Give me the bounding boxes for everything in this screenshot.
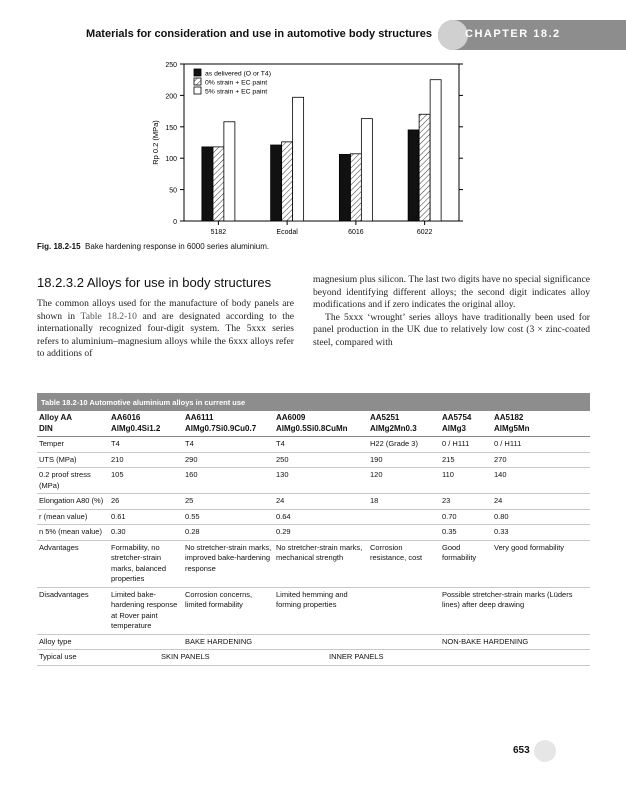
table-cell: Limited hemming and forming properties <box>274 587 368 634</box>
header-cell: AA5182 AlMg5Mn <box>492 411 590 437</box>
y-tick-label: 200 <box>165 93 177 101</box>
table-row-alloy-type <box>37 634 590 650</box>
table-cell: Corrosion resistance, cost <box>368 540 440 587</box>
header-cell: AA6111 AlMg0.7Si0.9Cu0.7 <box>183 411 274 437</box>
table-cell: 26 <box>109 494 183 510</box>
table-cell: 130 <box>274 468 368 494</box>
table-cell: 24 <box>492 494 590 510</box>
figure-caption <box>37 242 269 251</box>
table-cell: BAKE HARDENING <box>109 634 440 650</box>
paragraph-left-part2: and are designated according to the internationally recognized four-digit system. The 5xxx series refers to aluminium–magnesium alloys while the 6xxx alloys refer to additions of <box>37 310 294 360</box>
row-label-cell: n 5% (mean value) <box>37 525 109 541</box>
table-cell: 0 / H111 <box>492 437 590 453</box>
bar-5182-s1 <box>202 147 213 221</box>
table-title: Table 18.2-10 Automotive aluminium alloys in current use <box>37 393 590 411</box>
bar-6022-s2 <box>419 114 430 221</box>
bar-ecodal-s3 <box>293 97 304 221</box>
table-cell: 0.70 <box>440 509 492 525</box>
row-label-cell: Elongation A80 (%) <box>37 494 109 510</box>
x-tick-label: 5182 <box>210 229 227 236</box>
table-cell: 120 <box>368 468 440 494</box>
table-cell: 0.80 <box>492 509 590 525</box>
y-tick-label: 0 <box>173 219 177 226</box>
table-header-row <box>37 411 590 437</box>
table-row <box>37 509 590 525</box>
bar-ecodal-s1 <box>271 145 282 221</box>
table-cell: T4 <box>274 437 368 453</box>
x-tick-label: 6022 <box>416 229 433 236</box>
y-tick-label: 250 <box>165 62 177 69</box>
table-cell: SKIN PANELS <box>109 650 274 666</box>
table-cell <box>368 525 440 541</box>
table-cell: Formability, no stretcher-strain marks, balanced properties <box>109 540 183 587</box>
table-cell: 270 <box>492 452 590 468</box>
row-label-cell: Temper <box>37 437 109 453</box>
table-cell: 210 <box>109 452 183 468</box>
header-cell: AA6016 AlMg0.4Si1.2 <box>109 411 183 437</box>
table-cell: 215 <box>440 452 492 468</box>
table-cell: H22 (Grade 3) <box>368 437 440 453</box>
running-head <box>0 20 626 50</box>
bar-chart <box>140 56 470 238</box>
legend-label: 0% strain + EC paint <box>205 79 268 87</box>
table-cell: 0.30 <box>109 525 183 541</box>
table-row <box>37 468 590 494</box>
table-cell: 250 <box>274 452 368 468</box>
row-label-cell: Disadvantages <box>37 587 109 634</box>
y-tick-label: 100 <box>165 156 177 164</box>
table-cell: 0.28 <box>183 525 274 541</box>
table-cell: 140 <box>492 468 590 494</box>
table-cell: 18 <box>368 494 440 510</box>
table-cell: 0.35 <box>440 525 492 541</box>
table-cell: Possible stretcher-strain marks (Lüders lines) after deep drawing <box>440 587 590 634</box>
right-column-text <box>313 274 590 350</box>
figure-caption-text: Bake hardening response in 6000 series aluminium. <box>85 242 270 251</box>
row-label-cell: Typical use <box>37 650 109 666</box>
legend-label: as delivered (O or T4) <box>205 70 271 78</box>
table-cell: Corrosion concerns, limited formability <box>183 587 274 634</box>
table-cell: 290 <box>183 452 274 468</box>
table-cell: 190 <box>368 452 440 468</box>
table-cell: T4 <box>183 437 274 453</box>
y-axis-label: Rp 0.2 (MPa) <box>151 120 160 165</box>
row-label-cell: 0.2 proof stress (MPa) <box>37 468 109 494</box>
figure-label: Fig. 18.2-15 <box>37 242 81 251</box>
table-cell: No stretcher-strain marks, improved bake-hardening response <box>183 540 274 587</box>
table-cell: 110 <box>440 468 492 494</box>
bar-6016-s1 <box>339 154 350 221</box>
bar-5182-s2 <box>213 147 224 221</box>
table-row-disadvantages <box>37 587 590 634</box>
section-heading: 18.2.3.2 Alloys for use in body structures <box>37 275 272 290</box>
table-cell: 160 <box>183 468 274 494</box>
bar-6016-s2 <box>350 154 361 221</box>
table-cell: 0.33 <box>492 525 590 541</box>
table-cell: 0.29 <box>274 525 368 541</box>
alloy-table <box>37 393 590 666</box>
x-tick-label: 6016 <box>348 229 364 236</box>
table-row <box>37 540 590 587</box>
row-label-cell: Advantages <box>37 540 109 587</box>
row-label-cell: UTS (MPa) <box>37 452 109 468</box>
legend-swatch <box>194 69 201 76</box>
row-label-cell: r (mean value) <box>37 509 109 525</box>
table-cell: 24 <box>274 494 368 510</box>
header-cell: AA5251 AlMg2Mn0.3 <box>368 411 440 437</box>
table-cell <box>368 509 440 525</box>
table-cell: T4 <box>109 437 183 453</box>
table-cell: Very good formability <box>492 540 590 587</box>
paragraph-left-part1: The common alloys used for the manufacture of body panels are shown in <box>37 298 294 322</box>
header-cell: AA6009 AlMg0.5Si0.8CuMn <box>274 411 368 437</box>
table-row <box>37 452 590 468</box>
table-cell: 25 <box>183 494 274 510</box>
bar-ecodal-s2 <box>282 142 293 221</box>
bar-6016-s3 <box>361 119 372 221</box>
bar-5182-s3 <box>224 122 235 221</box>
chapter-label: CHAPTER 18.2 <box>465 28 561 40</box>
table-cell: 23 <box>440 494 492 510</box>
legend-swatch <box>194 87 201 94</box>
table-cell: Good formability <box>440 540 492 587</box>
table-cell: No stretcher-strain marks, mechanical strength <box>274 540 368 587</box>
table-cell: Limited bake-hardening response at Rover paint temperature <box>109 587 183 634</box>
y-tick-label: 50 <box>169 187 177 195</box>
table-cell: 0 / H111 <box>440 437 492 453</box>
y-tick-label: 150 <box>165 124 177 132</box>
x-tick-label: Ecodal <box>276 229 298 236</box>
table-cell: 0.61 <box>109 509 183 525</box>
table-cell: 105 <box>109 468 183 494</box>
row-label-cell: Alloy type <box>37 634 109 650</box>
header-cell: Alloy AA DIN <box>37 411 109 437</box>
paragraph-right-1: magnesium plus silicon. The last two digits have no special significance beyond identifying different alloys; the second digit indicates alloy modifications and if zero indicates the original alloy. <box>313 274 590 311</box>
table-cell: INNER PANELS <box>274 650 590 666</box>
table-cell: 0.55 <box>183 509 274 525</box>
chapter-tab-dot <box>438 20 468 50</box>
table-row <box>37 494 590 510</box>
legend-label: 5% strain + EC paint <box>205 88 268 96</box>
running-title: Materials for consideration and use in automotive body structures <box>86 28 432 40</box>
page-number-dot <box>534 740 556 762</box>
table-cell <box>368 587 440 634</box>
page-number: 653 <box>513 745 530 756</box>
table-row <box>37 525 590 541</box>
table-row-typical-use <box>37 650 590 666</box>
table-reference-link[interactable]: Table 18.2-10 <box>80 310 137 322</box>
bar-6022-s3 <box>430 80 441 221</box>
header-cell: AA5754 AlMg3 <box>440 411 492 437</box>
legend-swatch <box>194 78 201 85</box>
bar-6022-s1 <box>408 130 419 221</box>
table-cell: 0.64 <box>274 509 368 525</box>
table-row <box>37 437 590 453</box>
paragraph-right-2: The 5xxx ‘wrought’ series alloys have traditionally been used for panel production in the UK due to relatively low cost (3 × zinc-coated steel, compared with <box>313 311 590 348</box>
table-cell: NON-BAKE HARDENING <box>440 634 590 650</box>
left-column-text <box>37 298 294 361</box>
